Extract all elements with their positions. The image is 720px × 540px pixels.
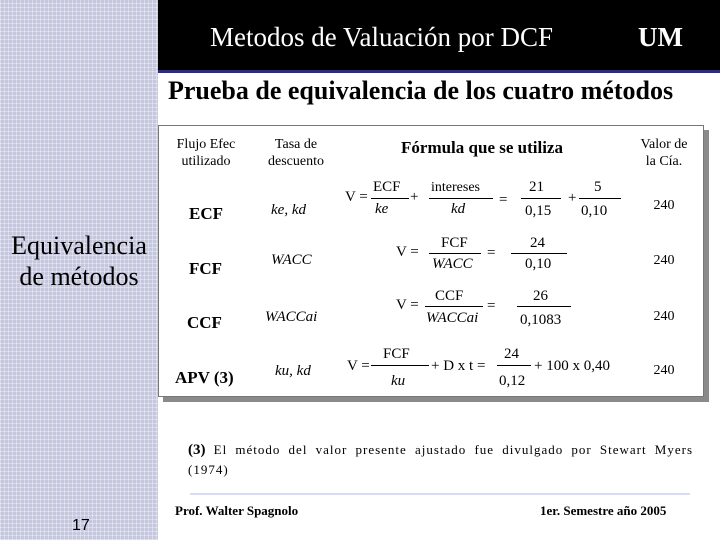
header-separator [158, 70, 720, 73]
author-credit: Prof. Walter Spagnolo [175, 503, 299, 518]
formula-apv-bar1 [371, 365, 429, 366]
formula-ecf-bar3 [521, 198, 561, 199]
formula-ecf-num1: ECF [373, 179, 401, 195]
formula-ecf-num3: 21 [529, 179, 544, 195]
formula-ecf-num2: intereses [431, 180, 480, 195]
header-flujo: Flujo Efec utilizado [176, 137, 236, 169]
formula-fcf-bar1 [429, 253, 481, 254]
formula-apv-den1: ku [391, 373, 406, 389]
formula-ccf-num1: CCF [435, 288, 464, 304]
formula-ecf-den3: 0,15 [525, 203, 552, 219]
side-label-line2: de métodos [19, 262, 139, 291]
footnote [188, 440, 693, 480]
formula-ccf-bar1 [425, 306, 483, 307]
method-ecf: ECF [189, 204, 223, 223]
formula-apv-den2: 0,12 [499, 373, 526, 389]
formula-ccf-bar2 [517, 306, 571, 307]
formula-ccf-den1: WACCai [426, 310, 479, 326]
side-label-line1: Equivalencia [11, 231, 147, 260]
formula-fcf-lhs: V = [396, 244, 419, 260]
formula-fcf-bar2 [511, 253, 567, 254]
formula-ecf-op2: + [568, 190, 577, 206]
formula-apv-mid: + D x t = [431, 358, 486, 374]
value-ecf: 240 [653, 198, 675, 213]
equivalence-table [158, 125, 704, 397]
header-tasa: Tasa de descuento [268, 137, 324, 169]
um-logo: UM [638, 22, 683, 52]
slide-header-title: Metodos de Valuación por DCF [210, 22, 553, 52]
formula-ecf-den4: 0,10 [581, 203, 608, 219]
formula-ecf-den1: ke [375, 201, 389, 217]
slide-subtitle: Prueba de equivalencia de los cuatro métodos [168, 76, 674, 105]
method-ccf: CCF [187, 313, 222, 332]
formula-ccf-num2: 26 [533, 288, 548, 304]
rate-fcf: WACC [271, 252, 312, 268]
semester-label: 1er. Semestre año 2005 [540, 503, 667, 518]
header-valor: Valor de la Cía. [640, 137, 688, 169]
formula-ecf-lhs: V = [345, 189, 368, 205]
formula-apv-num2: 24 [504, 346, 519, 362]
formula-ccf-lhs: V = [396, 297, 419, 313]
page-number: 17 [72, 517, 90, 534]
formula-fcf-eq: = [487, 245, 496, 261]
formula-ecf-bar1 [371, 198, 409, 199]
formula-apv-num1: FCF [383, 346, 410, 362]
header-formula: Fórmula que se utiliza [401, 138, 563, 157]
formula-ccf-den2: 0,1083 [520, 312, 562, 328]
formula-fcf-den1: WACC [432, 256, 473, 272]
rate-ecf: ke, kd [271, 202, 306, 218]
formula-ecf-num4: 5 [594, 179, 602, 195]
formula-ecf-op1: + [410, 189, 419, 205]
formula-ecf-bar4 [579, 198, 621, 199]
value-ccf: 240 [653, 309, 675, 324]
side-label [0, 230, 158, 292]
method-apv: APV (3) [175, 368, 234, 387]
method-apv-note: (3) [213, 368, 234, 387]
value-fcf: 240 [653, 253, 675, 268]
formula-apv-lhs: V = [347, 358, 370, 374]
footnote-text: El método del valor presente ajustado fue divulgado por Stewart Myers (1974) [188, 442, 693, 477]
rate-apv: ku, kd [275, 363, 311, 379]
formula-ecf-bar2 [429, 198, 493, 199]
formula-apv-bar2 [497, 365, 531, 366]
footnote-mark: (3) [188, 442, 206, 458]
method-fcf: FCF [189, 259, 223, 278]
rate-ccf: WACCai [265, 309, 318, 325]
formula-fcf-num2: 24 [530, 235, 545, 251]
formula-apv-tail: + 100 x 0,40 [534, 358, 610, 374]
formula-ecf-den2: kd [451, 201, 466, 217]
formula-ccf-eq: = [487, 298, 496, 314]
formula-fcf-den2: 0,10 [525, 256, 552, 272]
formula-fcf-num1: FCF [441, 235, 468, 251]
value-apv: 240 [653, 363, 675, 378]
formula-ecf-eq: = [499, 192, 508, 208]
footer-rule [190, 493, 690, 495]
